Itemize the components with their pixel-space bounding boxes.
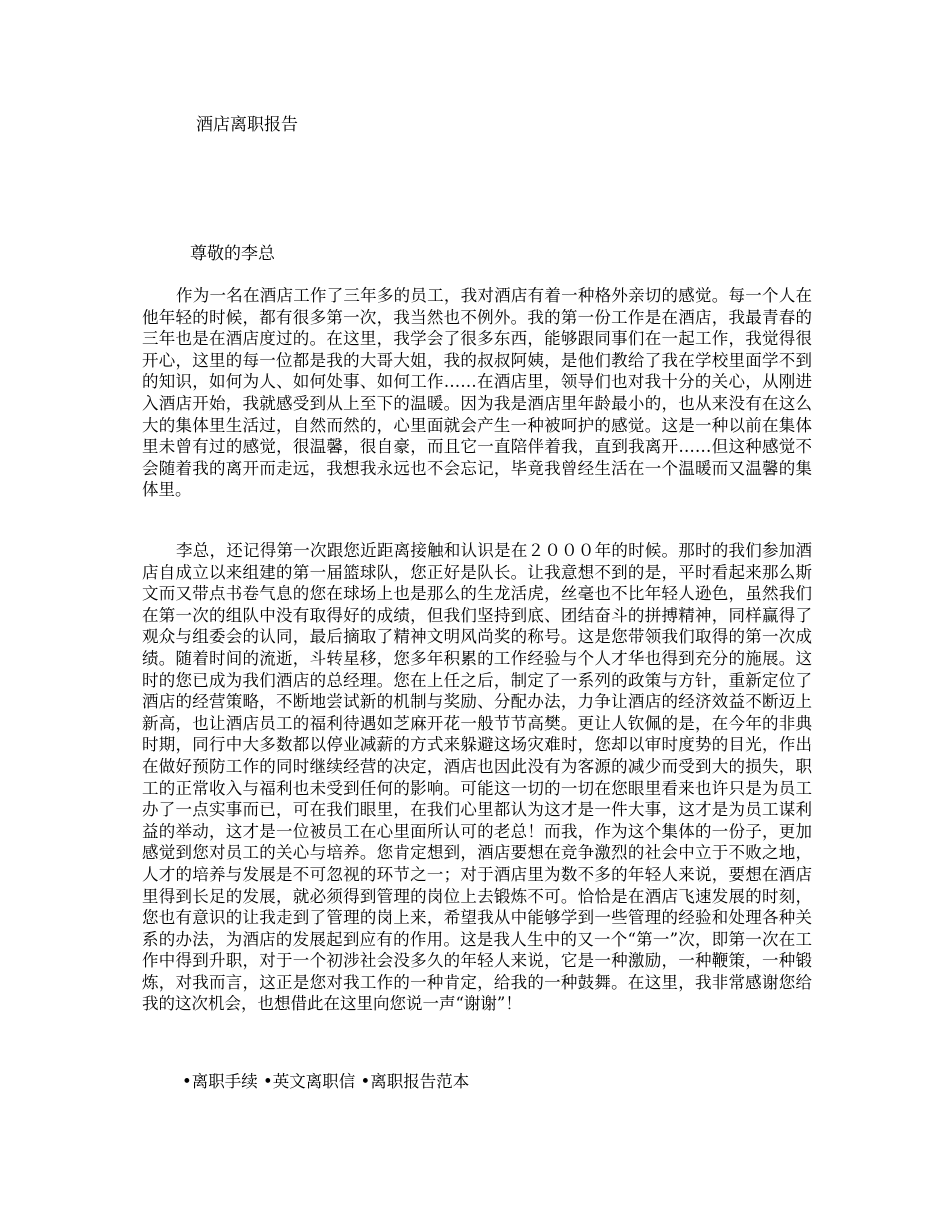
link-resignation-procedures[interactable]: 离职手续 <box>191 1072 258 1091</box>
link-separator: • <box>360 1072 371 1091</box>
link-separator: • <box>262 1072 273 1091</box>
related-links <box>182 1070 469 1094</box>
body-paragraph-2: 李总，还记得第一次跟您近距离接触和认识是在２０００年的时候。那时的我们参加酒店自成立以来组建的第一届篮球队，您正好是队长。让我意想不到的是，平时看起来那么斯文而又带点书卷气息的您在球场上也是那么的生龙活虎，丝毫也不比年轻人逊色，虽然我们在第一次的组队中没有取得好的成绩，但我们坚持到底、团结奋斗的拼搏精神，同样赢得了观众与组委会的认同，最后摘取了精神文明风尚奖的称号。这是您带领我们取得的第一次成绩。随着时间的流逝，斗转星移，您多年积累的工作经验与个人才华也得到充分的施展。这时的您已成为我们酒店的总经理。您在上任之后，制定了一系列的政策与方针，重新定位了酒店的经营策略，不断地尝试新的机制与奖励、分配办法，力争让酒店的经济效益不断迈上新高，也让酒店员工的福利待遇如芝麻开花一般节节高樊。更让人钦佩的是，在今年的非典时期，同行中大多数都以停业减薪的方式来躲避这场灾难时，您却以审时度势的目光，作出在做好预防工作的同时继续经营的决定，酒店也因此没有为客源的减少而受到大的损失，职工的正常收入与福利也未受到任何的影响。可能这一切的一切在您眼里看来也许只是为员工办了一点实事而已，可在我们眼里，在我们心里都认为这才是一件大事，这才是为员工谋利益的举动，这才是一位被员工在心里面所认可的老总！而我，作为这个集体的一份子，更加感觉到您对员工的关心与培养。您肯定想到，酒店要想在竞争激烈的社会中立于不败之地，人才的培养与发展是不可忽视的环节之一；对于酒店里为数不多的年轻人来说，要想在酒店里得到长足的发展，就必须得到管理的岗位上去锻炼不可。恰恰是在酒店飞速发展的时刻，您也有意识的让我走到了管理的岗上来，希望我从中能够学到一些管理的经验和处理各种关系的办法，为酒店的发展起到应有的作用。这是我人生中的又一个“第一”次，即第一次在工作中得到升职，对于一个初涉社会没多久的年轻人来说，它是一种激励，一种鞭策，一种锻炼，对我而言，这正是您对我工作的一种肯定，给我的一种鼓舞。在这里，我非常感谢您给我的这次机会，也想借此在这里向您说一声“谢谢”！ <box>142 541 812 1014</box>
link-resignation-report-template[interactable]: 离职报告范本 <box>370 1072 470 1091</box>
link-separator: • <box>182 1072 192 1091</box>
body-paragraph-1: 作为一名在酒店工作了三年多的员工，我对酒店有着一种格外亲切的感觉。每一个人在他年轻的时候，都有很多第一次，我当然也不例外。我的第一份工作是在酒店，我最青春的三年也是在酒店度过的。在这里，我学会了很多东西，能够跟同事们在一起工作，我觉得很开心，这里的每一位都是我的大哥大姐，我的叔叔阿姨，是他们教给了我在学校里面学不到的知识，如何为人、如何处事、如何工作……在酒店里，领导们也对我十分的关心，从刚进入酒店开始，我就感受到从上至下的温暖。因为我是酒店里年龄最小的，也从来没有在这么大的集体里生活过，自然而然的，心里面就会产生一种被呵护的感觉。这是一种以前在集体里未曾有过的感觉，很温馨，很自豪，而且它一直陪伴着我，直到我离开……但这种感觉不会随着我的离开而走远，我想我永远也不会忘记，毕竟我曾经生活在一个温暖而又温馨的集体里。 <box>142 286 812 500</box>
link-english-resignation-letter[interactable]: 英文离职信 <box>272 1072 356 1091</box>
document-title: 酒店离职报告 <box>196 115 298 135</box>
salutation: 尊敬的李总 <box>190 244 275 264</box>
